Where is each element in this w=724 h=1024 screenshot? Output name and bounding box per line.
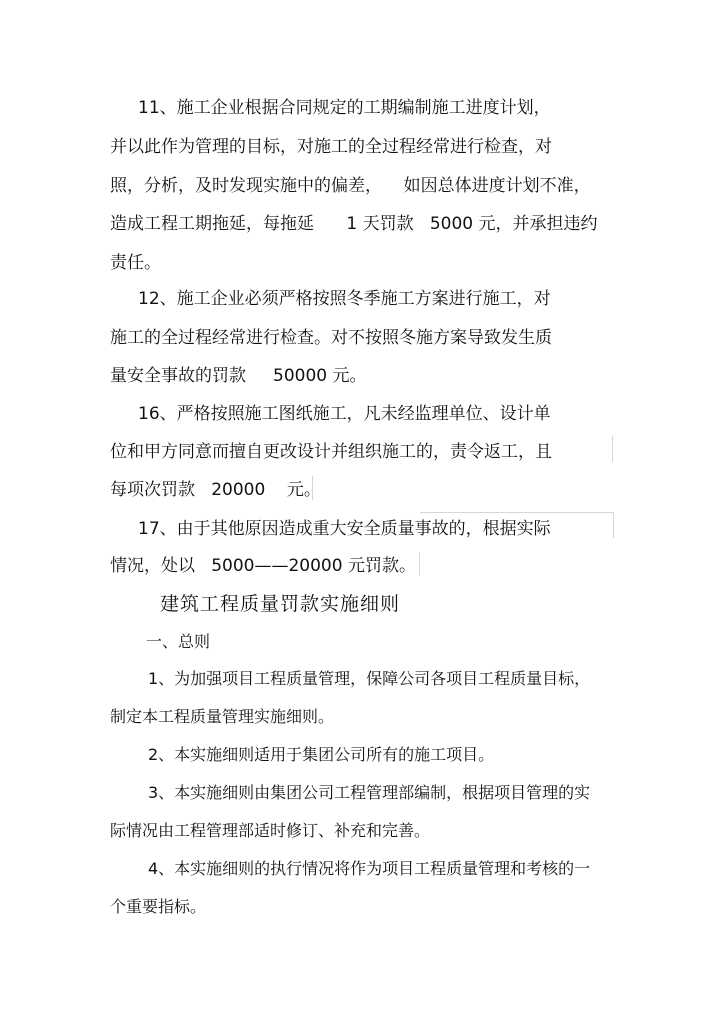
paragraph-line: 17、由于其他原因造成重大安全质量事故的，根据实际: [138, 519, 551, 539]
paragraph-line: 并以此作为管理的目标，对施工的全过程经常进行检查，对: [110, 137, 552, 157]
scan-mark: [420, 512, 614, 513]
paragraph-line: 4、本实施细则的执行情况将作为项目工程质量管理和考核的一: [148, 859, 591, 878]
scan-mark: [613, 512, 614, 538]
paragraph-line: 11、施工企业根据合同规定的工期编制施工进度计划，: [138, 98, 551, 118]
section-heading: 一、总则: [146, 632, 211, 651]
paragraph-line: 3、本实施细则由集团公司工程管理部编制，根据项目管理的实: [148, 783, 591, 802]
paragraph-line: 照，分析，及时发现实施中的偏差， 如因总体进度计划不准，: [110, 176, 591, 196]
paragraph-line: 际情况由工程管理部适时修订、补充和完善。: [110, 821, 431, 840]
paragraph-line: 每项次罚款 20000 元。: [110, 480, 321, 500]
scan-mark: [612, 436, 613, 462]
paragraph-line: 1、为加强项目工程质量管理，保障公司各项目工程质量目标，: [148, 669, 591, 688]
paragraph-line: 12、施工企业必须严格按照冬季施工方案进行施工，对: [138, 289, 551, 309]
paragraph-line: 个重要指标。: [110, 897, 207, 916]
paragraph-line: 制定本工程质量管理实施细则。: [110, 707, 335, 726]
paragraph-line: 2、本实施细则适用于集团公司所有的施工项目。: [148, 745, 495, 764]
paragraph-line: 情况，处以 5000——20000 元罚款。: [110, 556, 416, 576]
paragraph-line: 16、严格按照施工图纸施工，凡未经监理单位、设计单: [138, 404, 551, 424]
paragraph-line: 造成工程工期拖延，每拖延 1 天罚款 5000 元，并承担违约: [110, 214, 598, 234]
scan-mark: [419, 552, 420, 576]
paragraph-line: 施工的全过程经常进行检查。对不按照冬施方案导致发生质: [110, 328, 552, 348]
paragraph-line: 责任。: [110, 253, 161, 273]
section-title: 建筑工程质量罚款实施细则: [160, 593, 401, 615]
paragraph-line: 量安全事故的罚款 50000 元。: [110, 366, 367, 386]
paragraph-line: 位和甲方同意而擅自更改设计并组织施工的，责令返工，且: [110, 442, 552, 462]
